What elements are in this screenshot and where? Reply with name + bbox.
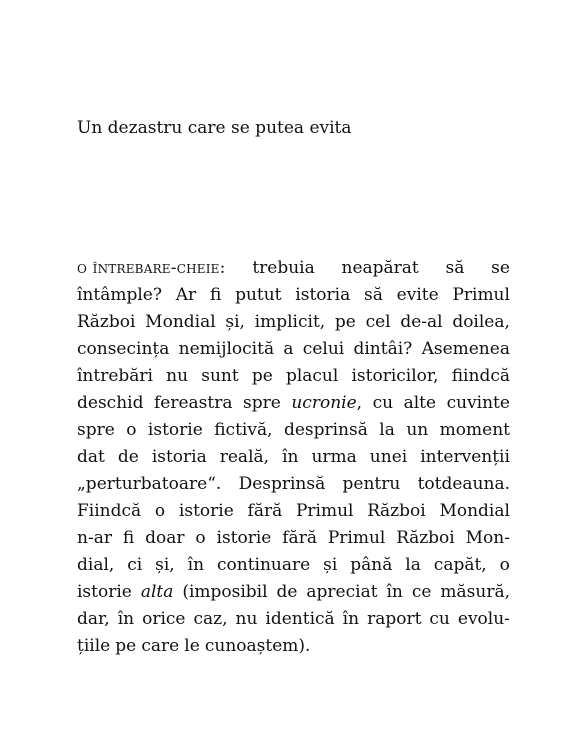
word: la [405,555,421,575]
word: să [364,285,383,305]
word: de [117,447,139,467]
word: cu [429,609,450,629]
word: ce [411,582,432,602]
text-line [77,633,510,660]
word: dat [77,447,105,467]
word: fictivă, [214,420,273,440]
word: n-ar [77,528,112,548]
body-paragraph [77,255,510,660]
word: și, [225,312,245,332]
word: caz, [193,609,228,629]
text-line [77,579,510,606]
word: istoria [151,447,207,467]
word: fi [209,285,222,305]
word: Ar [175,285,197,305]
word: măsură, [440,582,510,602]
word: dintâi? [353,339,413,359]
word: intervenții [420,447,510,467]
word: continuare [216,555,311,575]
text-line [77,525,510,552]
text-line [77,498,510,525]
word: evite [396,285,439,305]
word: care [141,636,180,656]
text-line [77,336,510,363]
word: placul [285,366,339,386]
word: totdeauna. [417,474,510,494]
word: „perturbatoare“. [77,474,222,494]
word: o [126,420,137,440]
word: și, [155,555,175,575]
text-line [77,552,510,579]
word: o întrebare-cheie: [77,258,226,278]
text-line [77,282,510,309]
word: țiile [77,636,111,656]
word: spre [77,420,115,440]
word: orice [142,609,186,629]
word: în [117,609,135,629]
word: Mon- [465,528,510,548]
word: fereastra [154,393,233,413]
text-line [77,606,510,633]
word: urma [311,447,357,467]
word: ucronie, [291,393,363,413]
word: Război [367,501,426,521]
word: Mondial [439,501,510,521]
word: să [445,258,465,278]
word: doilea, [452,312,510,332]
word: întâmple? [77,285,162,305]
word: istorie [77,582,132,602]
word: un [406,420,429,440]
word: desprinsă [283,420,368,440]
word: pe [334,312,356,332]
word: consecința [77,339,170,359]
word: raport [367,609,422,629]
word: pe [115,636,137,656]
word: Primul [327,528,386,548]
word: sunt [201,366,239,386]
word: identică [265,609,335,629]
word: a [283,339,294,359]
text-line [77,255,510,282]
word: Război [77,312,136,332]
word: (imposibil [182,582,268,602]
word: celui [302,339,345,359]
word: istorie [216,528,272,548]
word: până [350,555,393,575]
word: implicit, [254,312,326,332]
word: Asemenea [421,339,510,359]
word: reală, [219,447,270,467]
word: capăt, [433,555,487,575]
word: se [491,258,510,278]
word: moment [439,420,510,440]
word: pe [251,366,273,386]
word: alte [403,393,437,413]
word: Desprinsă [238,474,326,494]
text-line [77,390,510,417]
word: o [195,528,206,548]
text-line [77,417,510,444]
word: Primul [295,501,354,521]
section-heading: Un dezastru care se putea evita [77,118,352,138]
word: pentru [342,474,401,494]
word: întrebări [77,366,153,386]
word: Război [396,528,455,548]
word: fiindcă [451,366,510,386]
word: Primul [452,285,510,305]
word: istorie [178,501,234,521]
word: fără [247,501,283,521]
word: cu [372,393,394,413]
word: trebuia [252,258,315,278]
word: istoricilor, [351,366,439,386]
text-line [77,363,510,390]
word: istorie [147,420,203,440]
word: Mondial [145,312,216,332]
word: apreciat [306,582,378,602]
word: nemijlocită [178,339,275,359]
word: istoria [295,285,351,305]
word: dial, [77,555,115,575]
word: dar, [77,609,110,629]
text-line [77,471,510,498]
word: de-al [400,312,443,332]
text-line [77,309,510,336]
word: putut [235,285,282,305]
word: unei [369,447,408,467]
word: Fiindcă [77,501,142,521]
word: le [184,636,200,656]
word: neapărat [341,258,419,278]
text-line [77,444,510,471]
word: alta [140,582,174,602]
word: și [323,555,338,575]
word: cel [365,312,391,332]
word: în [342,609,360,629]
word: doar [145,528,185,548]
word: nu [235,609,258,629]
word: deschid [77,393,144,413]
word: la [379,420,395,440]
word: spre [243,393,281,413]
word: cuvinte [446,393,510,413]
word: în [386,582,403,602]
word: evolu- [457,609,510,629]
word: fi [122,528,135,548]
word: cunoaștem). [204,636,311,656]
word: de [276,582,298,602]
word: nu [166,366,189,386]
word: în [187,555,205,575]
word: ci [127,555,143,575]
word: în [282,447,299,467]
word: fără [282,528,317,548]
word: o [499,555,510,575]
word: o [154,501,166,521]
